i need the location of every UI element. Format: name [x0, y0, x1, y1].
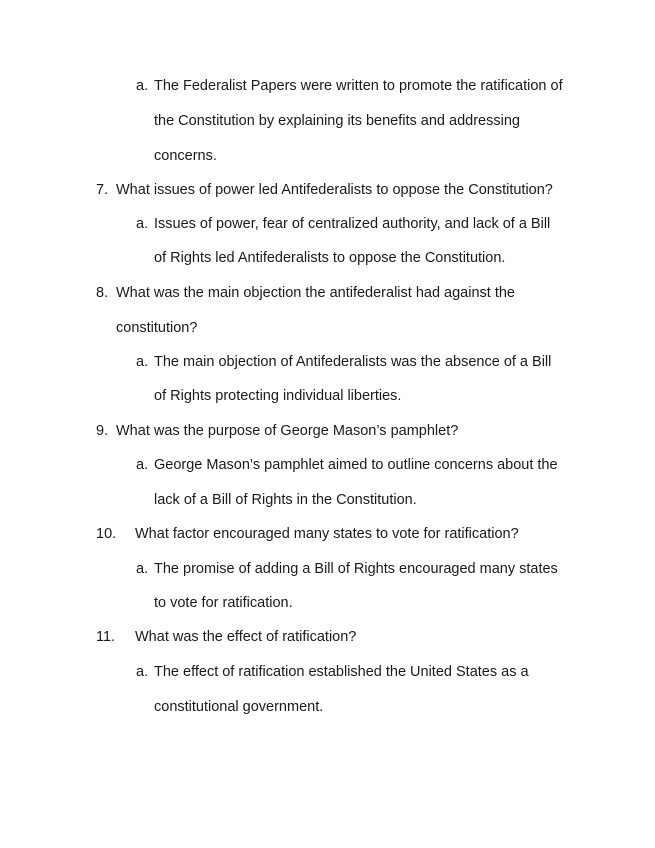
- answer-line: to vote for ratification.: [154, 595, 293, 611]
- answer-line: The promise of adding a Bill of Rights encouraged many states: [154, 561, 558, 577]
- question-line: What issues of power led Antifederalists to oppose the Constitution?: [116, 182, 553, 198]
- answer-marker: a.: [136, 561, 149, 577]
- answer-line: the Constitution by explaining its benefits and addressing: [154, 113, 520, 129]
- question-number: 9.: [96, 423, 109, 439]
- answer-line: constitutional government.: [154, 699, 324, 715]
- answer-line: lack of a Bill of Rights in the Constitution.: [154, 492, 417, 508]
- question-line: constitution?: [116, 320, 198, 336]
- question-number: 8.: [96, 285, 109, 301]
- question-number: 7.: [96, 182, 109, 198]
- question-number: 10.: [96, 526, 117, 542]
- question-line: What was the purpose of George Mason’s pamphlet?: [116, 423, 459, 439]
- answer-marker: a.: [136, 216, 149, 232]
- answer-marker: a.: [136, 78, 149, 94]
- answer-line: The main objection of Antifederalists was the absence of a Bill: [154, 354, 552, 370]
- answer-line: of Rights protecting individual liberties.: [154, 388, 402, 404]
- question-line: What was the effect of ratification?: [135, 629, 357, 645]
- answer-line: The Federalist Papers were written to promote the ratification of: [154, 78, 563, 94]
- answer-marker: a.: [136, 457, 149, 473]
- answer-marker: a.: [136, 354, 149, 370]
- answer-line: The effect of ratification established the United States as a: [154, 664, 529, 680]
- question-number: 11.: [96, 629, 116, 645]
- question-line: What factor encouraged many states to vote for ratification?: [135, 526, 519, 542]
- answer-line: of Rights led Antifederalists to oppose the Constitution.: [154, 250, 506, 266]
- answer-line: concerns.: [154, 148, 217, 164]
- answer-line: George Mason’s pamphlet aimed to outline concerns about the: [154, 457, 558, 473]
- question-line: What was the main objection the antifederalist had against the: [116, 285, 515, 301]
- answer-line: Issues of power, fear of centralized authority, and lack of a Bill: [154, 216, 551, 232]
- answer-marker: a.: [136, 664, 149, 680]
